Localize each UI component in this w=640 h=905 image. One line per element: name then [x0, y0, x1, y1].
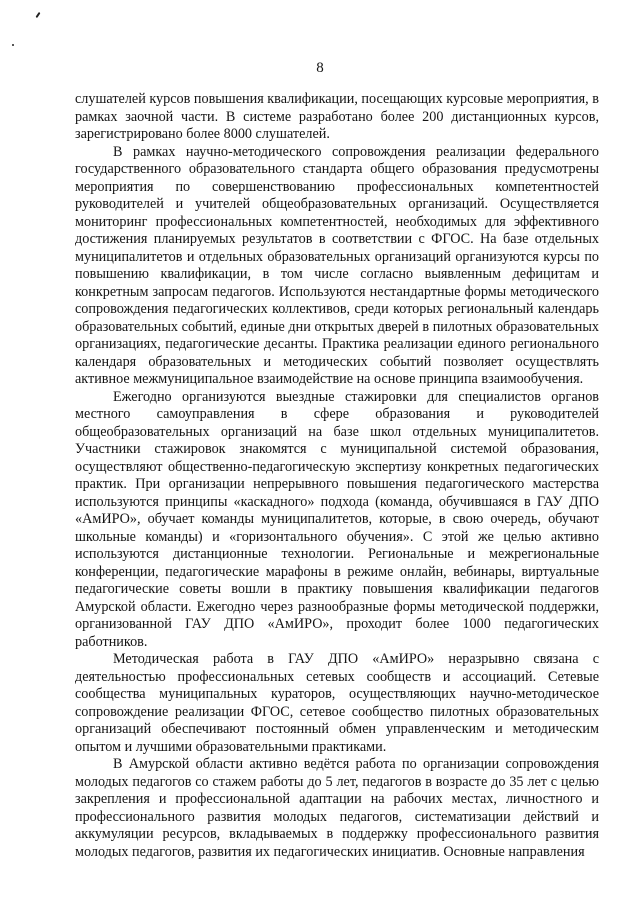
paragraph-continuation: слушателей курсов повышения квалификации, посещающих курсовые мероприятия, в рамках заочной части. В системе разработано более 200 дистанционных курсов, зарегистрировано более 8000 слушателей.: [75, 91, 599, 142]
paragraph-fgos-support: В рамках научно-методического сопровождения реализации федерального государственного образовательного стандарта общего образования предусмотрены мероприятия по совершенствованию профессиональных компетентностей руководителей и учителей общеобразовательных организаций. Осуществляется мониторинг профессиональных компетентностей, необходимых для эффективного достижения планируемых результатов в соответствии с ФГОС. На базе отдельных муниципалитетов и отдельных образовательных организаций организуются курсы по повышению квалификации, в том числе согласно выявленным дефицитам и конкретным запросам педагогов. Используются нестандартные формы методического сопровождения педагогических коллективов, среди которых региональный календарь образовательных событий, единые дни открытых дверей в пилотных образовательных организациях, педагогические десанты. Практика реализации единого регионального календаря образовательных и методических событий позволяет осуществлять активное межмуниципальное взаимодействие на основе принципа взаимообучения.: [75, 143, 599, 387]
paragraph-network-communities: Методическая работа в ГАУ ДПО «АмИРО» неразрывно связана с деятельностью профессиональных сетевых сообществ и ассоциаций. Сетевые сообщества муниципальных кураторов, осуществляющих научно-методическое сопровождение реализации ФГОС, сетевое сообщество пилотных образовательных организаций обеспечивают постоянный обмен управленческим и методическим опытом и лучшими образовательными практиками.: [75, 651, 599, 755]
page-number: 8: [316, 60, 324, 76]
document-body: [75, 91, 599, 861]
scan-mark: [35, 12, 40, 18]
paragraph-young-teachers: В Амурской области активно ведётся работа по организации сопровождения молодых педагогов со стажем работы до 5 лет, педагогов в возрасте до 35 лет с целью закрепления и профессиональной адаптации на рабочих местах, личностного и профессионального развития молодых педагогов, систематизации действий и аккумуляции ресурсов, вкладываемых в поддержку профессионального развития молодых педагогов, развития их педагогических инициатив. Основные направления: [75, 756, 599, 860]
paragraph-internships: Ежегодно организуются выездные стажировки для специалистов органов местного самоуправления в сфере образования и руководителей общеобразовательных организаций на базе школ отдельных муниципалитетов. Участники стажировок знакомятся с муниципальной системой образования, осуществляют общественно-педагогическую экспертизу конкретных педагогических практик. При организации непрерывного повышения педагогического мастерства используются принципы «каскадного» подхода (команда, обучившаяся в ГАУ ДПО «АмИРО», обучает команды муниципалитетов, которые, в свою очередь, обучают школьные команды) и «горизонтального обучения». С этой же целью активно используются дистанционные технологии. Региональные и межрегиональные конференции, педагогические марафоны в режиме онлайн, вебинары, виртуальные педагогические советы вошли в практику повышения квалификации педагогов Амурской области. Ежегодно через разнообразные формы методической поддержки, организованной ГАУ ДПО «АмИРО», проходит более 1000 педагогических работников.: [75, 388, 599, 650]
scan-dot: [12, 44, 14, 46]
